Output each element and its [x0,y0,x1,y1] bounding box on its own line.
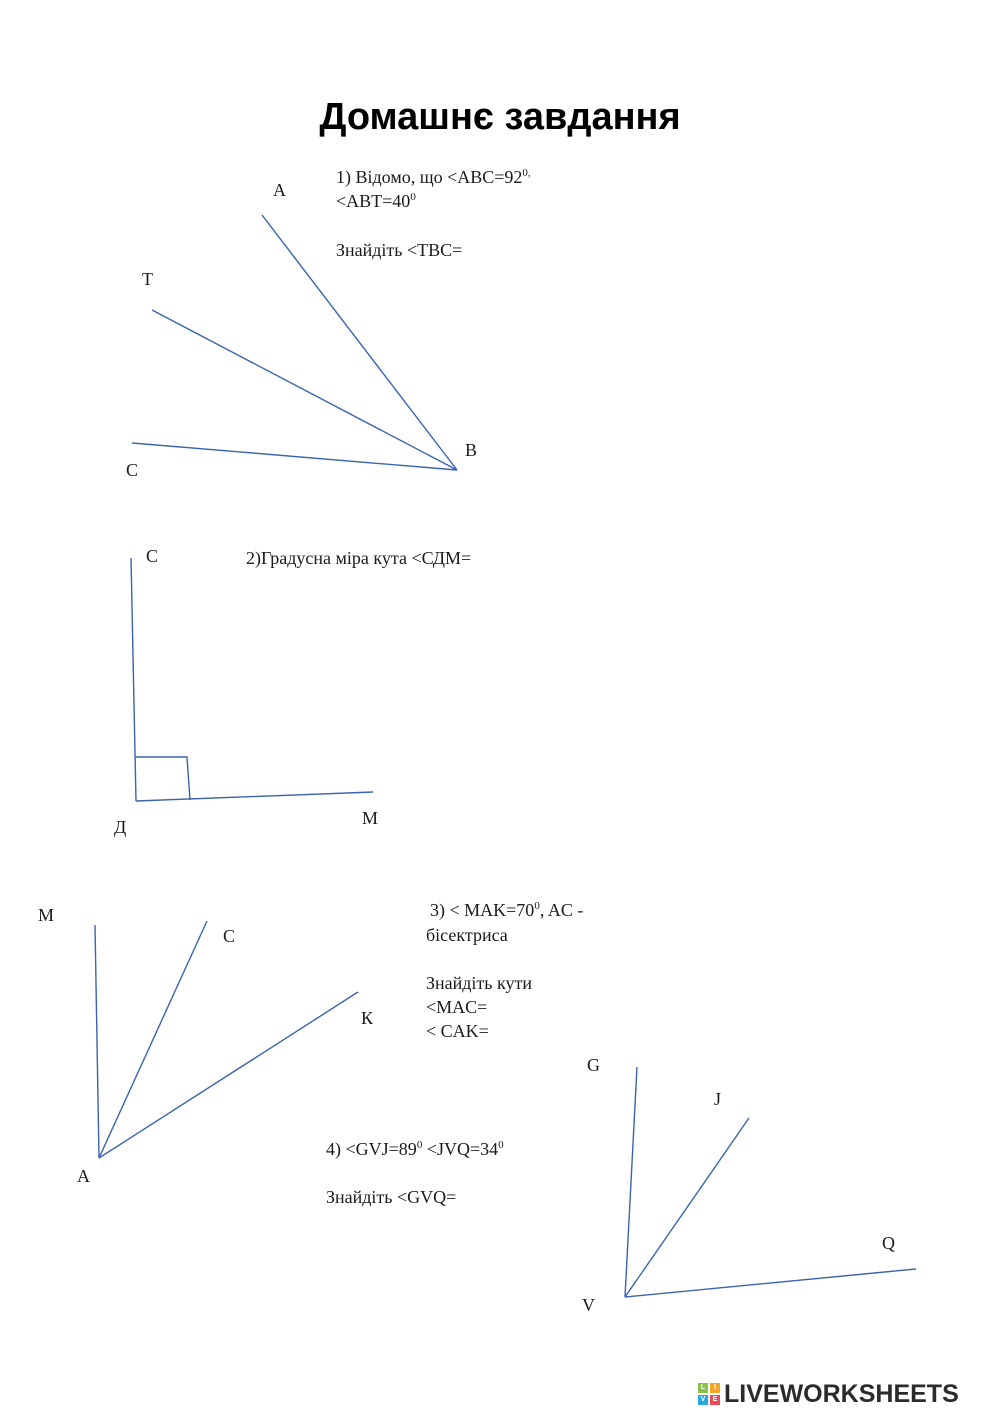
logo-tile-i: I [710,1383,720,1393]
task1-text-1: 1) Відомо, що <ABC=92 [336,167,523,187]
task1-sup-1: 0, [522,167,531,179]
task4-condition [326,1137,504,1161]
brand-name: LIVEWORKSHEETS [724,1379,959,1408]
ray-vq [625,1269,916,1297]
page-title: Домашнє завдання [319,96,681,138]
task4-sup-1b: 0 [498,1139,504,1151]
label-v-task4: V [582,1295,595,1315]
task3-question: Знайдіть кути [426,973,532,993]
liveworksheets-logo-icon [698,1383,720,1405]
label-a-task1: A [273,180,286,200]
label-c-task1: C [126,460,139,480]
label-j-task4: J [714,1089,722,1109]
ray-dc [131,558,136,801]
task1-condition-line2 [336,189,416,213]
right-angle-mark [135,757,190,800]
ray-bc [132,443,457,470]
task1-text-2: <ABT=40 [336,191,411,211]
task4-text-1b: <JVQ=34 [422,1139,499,1159]
task3-text-1: 3) < MAK=70 [430,900,535,920]
ray-vj [625,1118,749,1297]
logo-tile-l: L [698,1383,708,1393]
task2-question: 2)Градусна міра кута <СДМ= [246,548,472,568]
logo-tile-v: V [698,1395,708,1405]
label-d-task2: Д [114,817,127,837]
logo-tile-e: E [710,1395,720,1405]
label-m-task2: М [362,808,379,828]
label-q-task4: Q [882,1233,895,1253]
task1-sup-2: 0 [410,191,416,203]
task1-condition-line1 [336,165,531,189]
label-g-task4: G [587,1055,600,1075]
label-b-task1: B [465,440,478,460]
label-c-task3: C [223,926,236,946]
task1-question: Знайдіть <TBC= [336,240,463,260]
label-a-task3: A [77,1166,90,1186]
task4-text-1a: 4) <GVJ=89 [326,1139,417,1159]
ray-ak [99,992,358,1158]
ray-vg [625,1067,637,1297]
ray-am [95,925,99,1158]
task4-question: Знайдіть <GVQ= [326,1187,457,1207]
task4-sup-1a: 0 [416,1139,423,1151]
label-m-task3: M [38,905,55,925]
label-k-task3: К [361,1008,374,1028]
task3-condition-line2: бісектриса [426,925,508,945]
task3-answer-mac: <MAC= [426,997,488,1017]
label-t-task1: T [142,269,153,289]
ray-ac [99,921,207,1158]
task3-sup-1: 0 [534,900,540,912]
task3-text-1b: , AC - [539,900,584,920]
task3-condition-line1 [430,898,583,922]
ray-dm [136,792,373,801]
ray-bt [152,310,457,470]
liveworksheets-brand[interactable] [698,1380,959,1408]
label-c-task2: С [146,546,159,566]
task3-answer-cak: < CAK= [426,1021,489,1041]
